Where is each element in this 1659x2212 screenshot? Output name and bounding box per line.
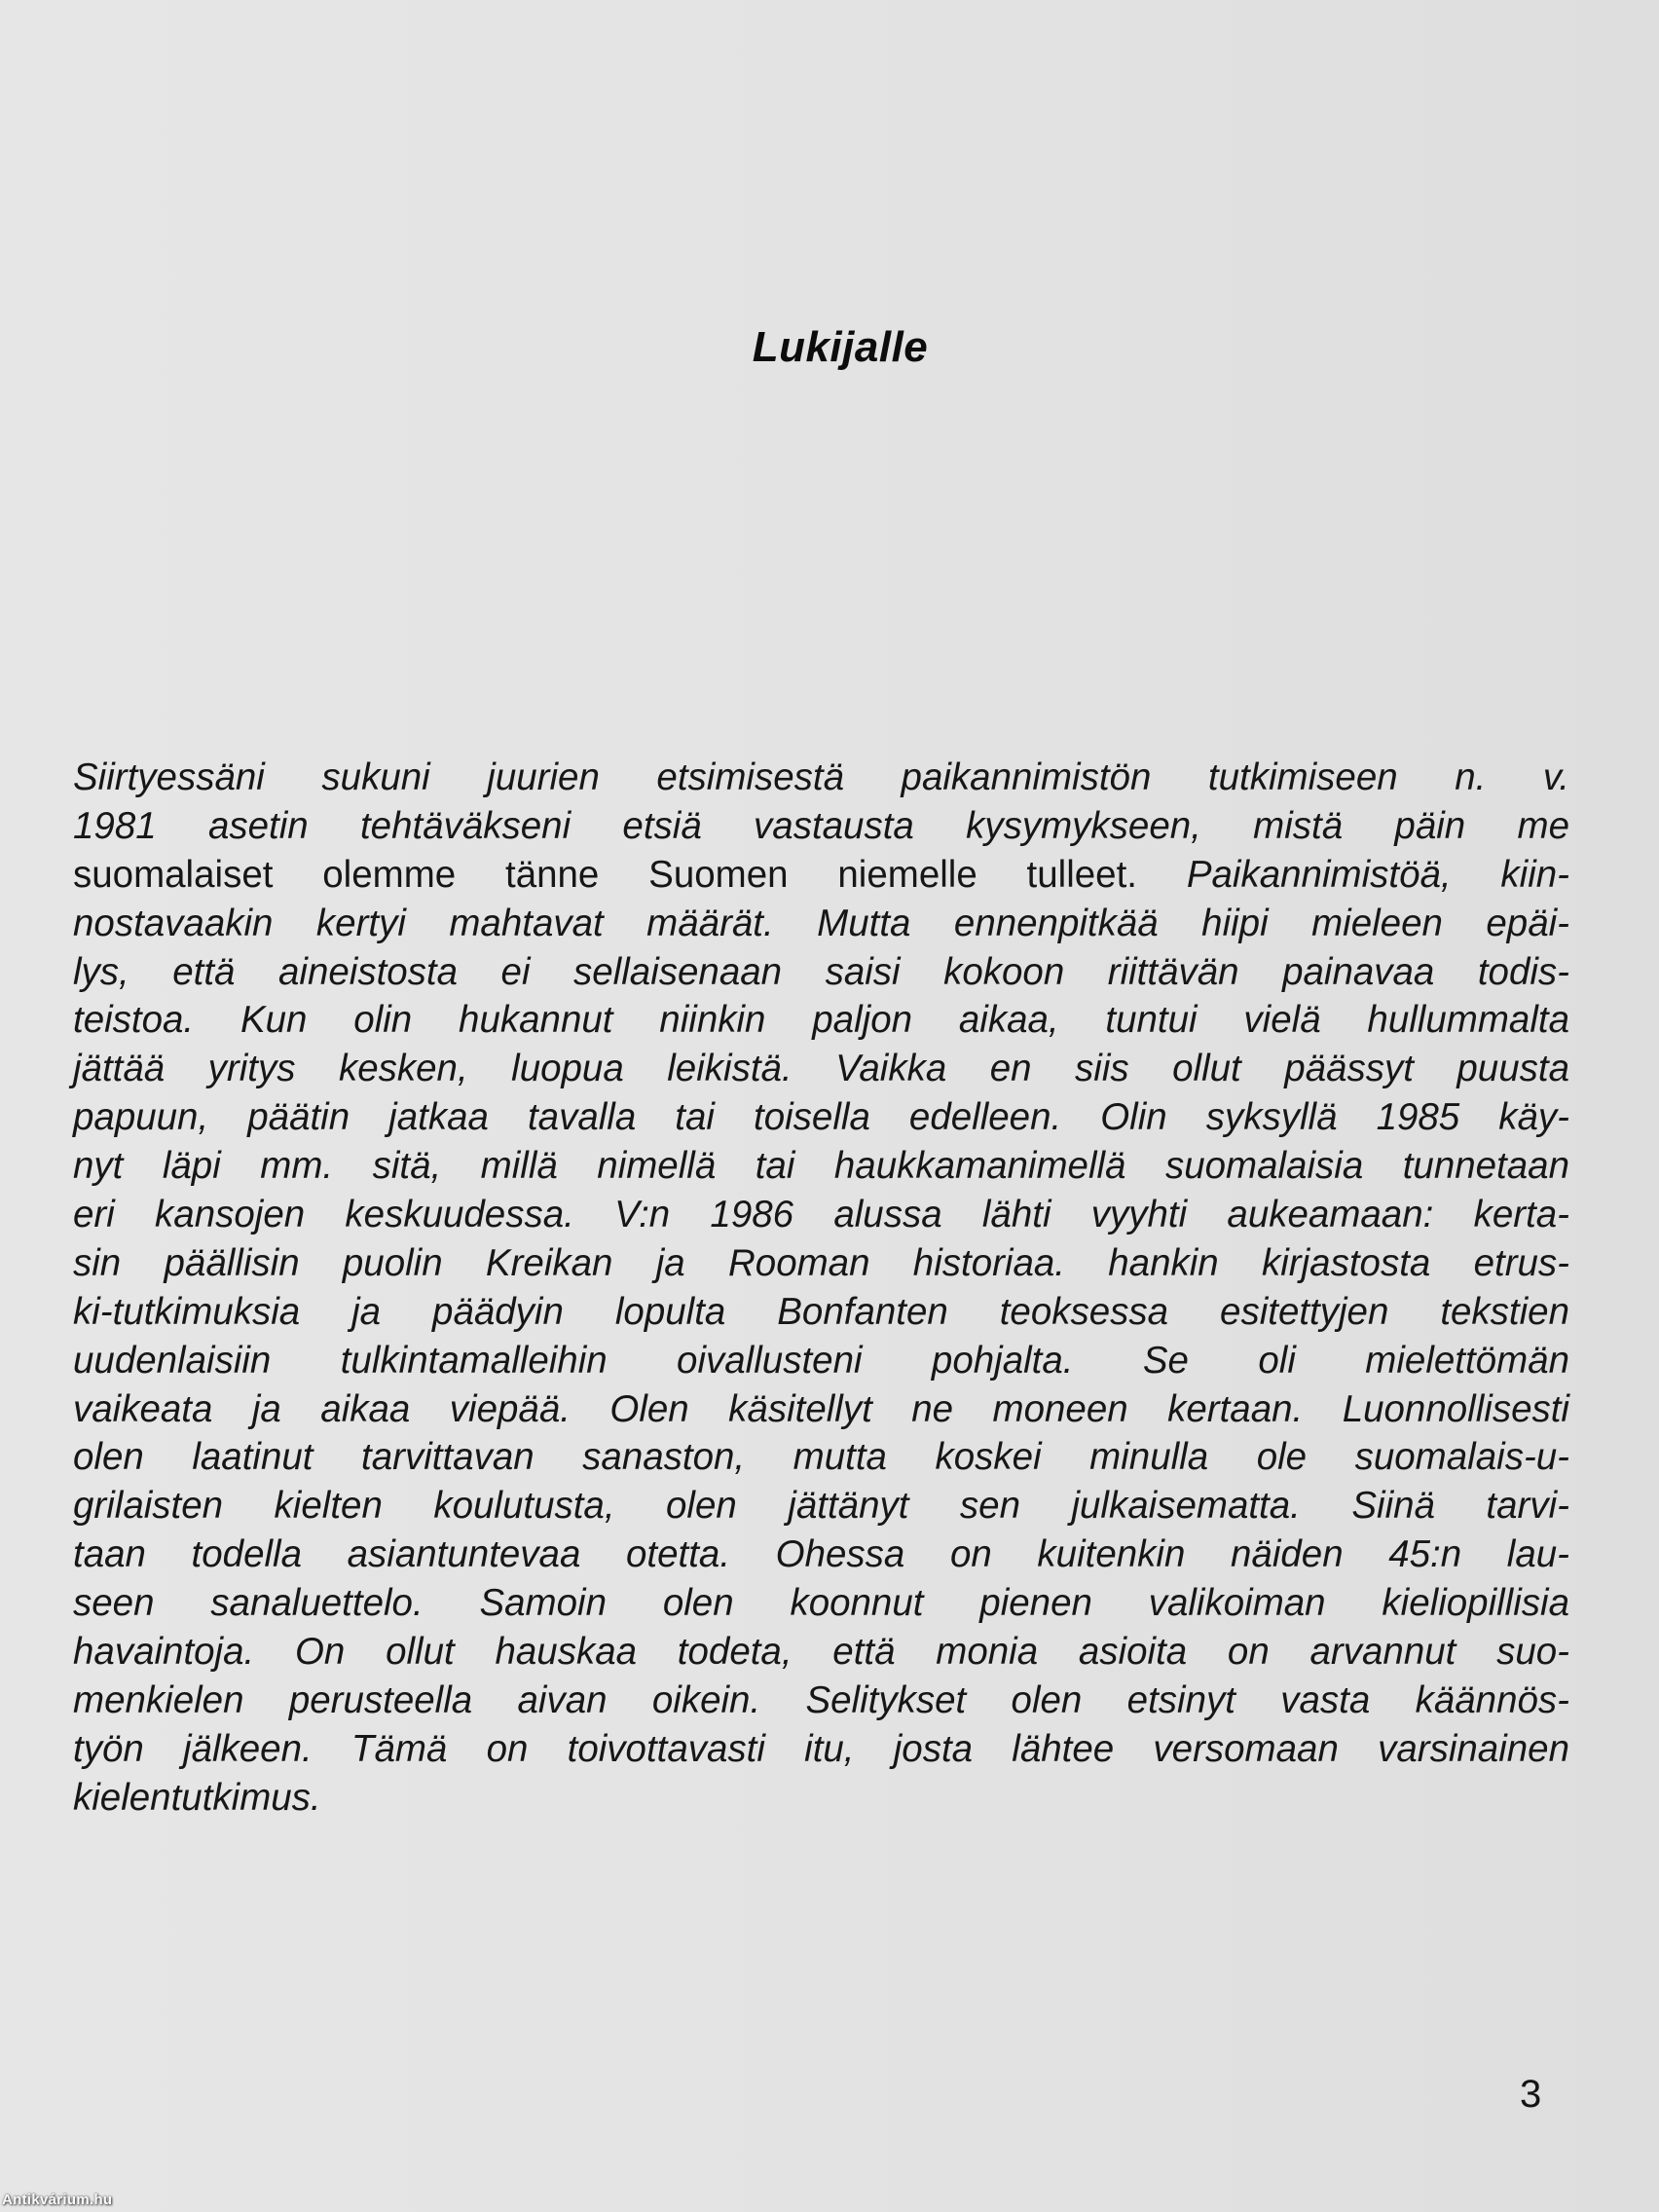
text-line xyxy=(73,851,1569,900)
text-line: lys, että aineistosta ei sellaisenaan saisi kokoon riittävän painavaa todis- xyxy=(73,950,1569,993)
text-line: teistoa. Kun olin hukannut niinkin paljon aikaa, tuntui vielä hullummalta xyxy=(73,999,1569,1042)
text-line: vaikeata ja aikaa viepää. Olen käsitellyt ne moneen kertaan. Luonnollisesti xyxy=(73,1387,1569,1430)
text-line: nyt läpi mm. sitä, millä nimellä tai haukkamanimellä suomalaisia tunnetaan xyxy=(73,1145,1569,1188)
text-line: kielentutkimus. xyxy=(73,1776,321,1819)
text-line: uudenlaisiin tulkintamalleihin oivallusteni pohjalta. Se oli mielettömän xyxy=(73,1339,1569,1382)
page-number: 3 xyxy=(1520,2073,1542,2116)
body-paragraph xyxy=(73,754,1569,1823)
text-italic-segment: Paikannimistöä, kiin- xyxy=(1137,853,1569,896)
text-line: 1981 asetin tehtäväkseni etsiä vastausta kysymykseen, mistä päin me xyxy=(73,804,1569,847)
page-title: Lukijalle xyxy=(752,323,929,371)
text-line: taan todella asiantuntevaa otetta. Ohessa on kuitenkin näiden 45:n lau- xyxy=(73,1533,1569,1576)
text-line: nostavaakin kertyi mahtavat määrät. Mutta ennenpitkää hiipi mieleen epäi- xyxy=(73,902,1569,944)
text-line: havaintoja. On ollut hauskaa todeta, että monia asioita on arvannut suo- xyxy=(73,1631,1569,1674)
text-line: ki-tutkimuksia ja päädyin lopulta Bonfanten teoksessa esitettyjen tekstien xyxy=(73,1290,1569,1333)
text-line: eri kansojen keskuudessa. V:n 1986 alussa lähti vyyhti aukeamaan: kerta- xyxy=(73,1194,1569,1236)
text-line: sin päällisin puolin Kreikan ja Rooman historiaa. hankin kirjastosta etrus- xyxy=(73,1241,1569,1284)
text-line: papuun, päätin jatkaa tavalla tai toisella edelleen. Olin syksyllä 1985 käy- xyxy=(73,1096,1569,1139)
text-line: seen sanaluettelo. Samoin olen koonnut pienen valikoiman kieliopillisia xyxy=(73,1582,1569,1625)
text-line: jättää yritys kesken, luopua leikistä. Vaikka en siis ollut päässyt puusta xyxy=(73,1048,1569,1090)
text-upright-segment: suomalaiset olemme tänne Suomen niemelle tulleet. xyxy=(73,853,1137,896)
text-line: menkielen perusteella aivan oikein. Selitykset olen etsinyt vasta käännös- xyxy=(73,1678,1569,1721)
text-line: Siirtyessäni sukuni juurien etsimisestä paikannimistön tutkimiseen n. v. xyxy=(73,756,1569,798)
text-line: olen laatinut tarvittavan sanaston, mutta koskei minulla ole suomalais-u- xyxy=(73,1436,1569,1479)
text-line: työn jälkeen. Tämä on toivottavasti itu, josta lähtee versomaan varsinainen xyxy=(73,1727,1569,1770)
text-line: grilaisten kielten koulutusta, olen jättänyt sen julkaisematta. Siinä tarvi- xyxy=(73,1485,1569,1528)
watermark: Antikvárium.hu xyxy=(2,2192,113,2208)
